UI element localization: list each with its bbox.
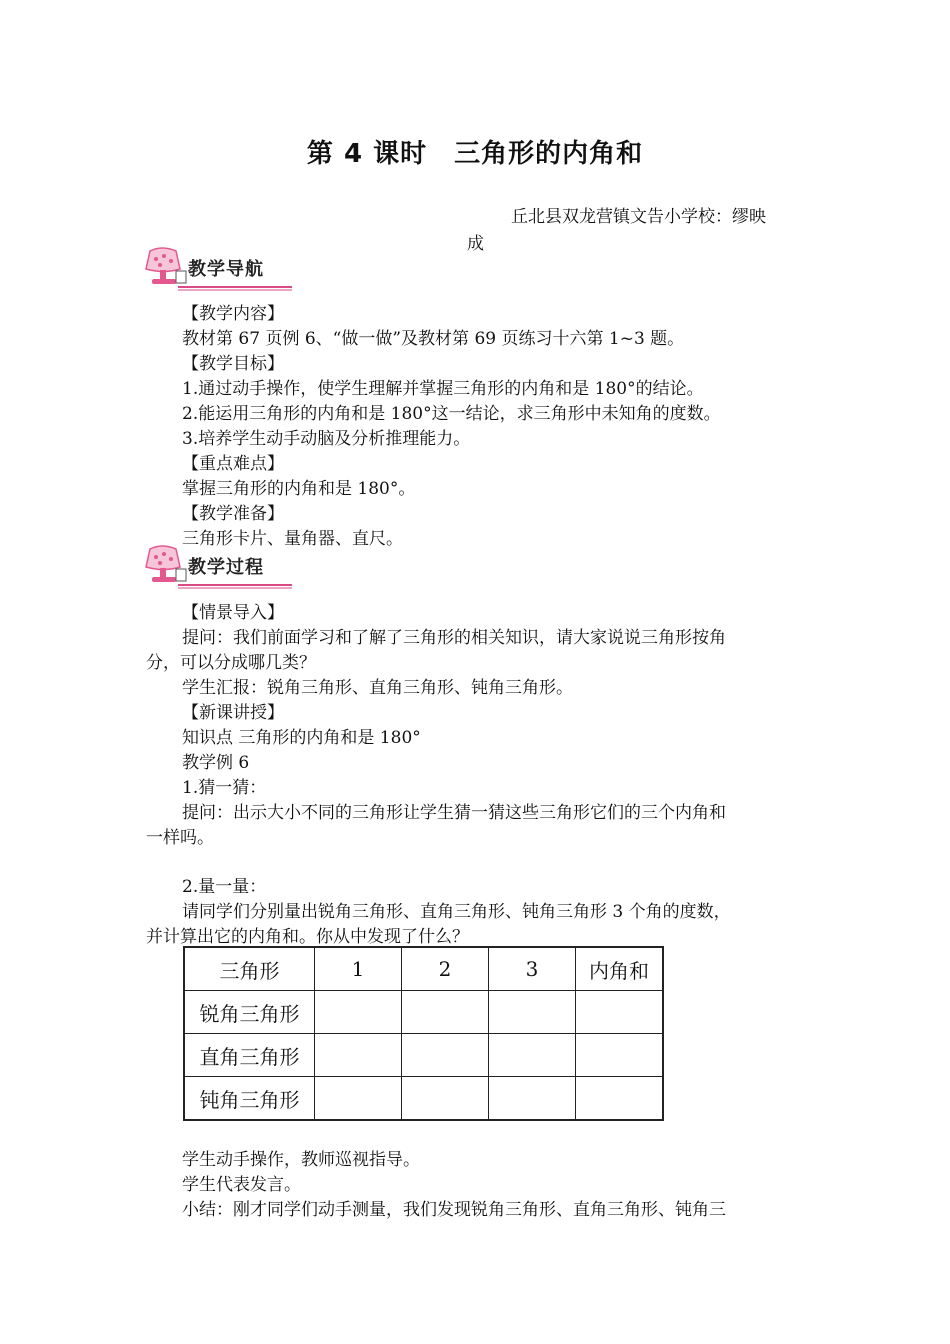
empty-cell[interactable] (315, 1077, 402, 1121)
text-line: 分，可以分成哪几类？ (146, 653, 316, 673)
text-line: 请同学们分别量出锐角三角形、直角三角形、钝角三角形 3 个角的度数， (182, 902, 731, 922)
text-line: 提问：出示大小不同的三角形让学生猜一猜这些三角形它们的三个内角和 (182, 803, 726, 823)
table-row (184, 1034, 663, 1077)
empty-cell[interactable] (576, 1034, 664, 1077)
text-line: 并计算出它的内角和。你从中发现了什么？ (146, 927, 469, 947)
text-line: 掌握三角形的内角和是 180°。 (182, 479, 416, 499)
empty-cell[interactable] (315, 1034, 402, 1077)
empty-cell[interactable] (402, 1034, 489, 1077)
text-line: 知识点 三角形的内角和是 180° (182, 728, 421, 748)
text-line: 教学例 6 (182, 753, 250, 773)
text-line: 3.培养学生动手动脑及分析推理能力。 (182, 429, 471, 449)
row-label: 钝角三角形 (184, 1077, 315, 1121)
empty-cell[interactable] (576, 1077, 664, 1121)
table-header-row (184, 947, 663, 991)
section-banner-nav (142, 247, 292, 291)
empty-cell[interactable] (489, 1077, 576, 1121)
section-banner-process (142, 545, 292, 589)
table-header-cell: 内角和 (576, 947, 664, 991)
table-header-cell: 3 (489, 947, 576, 991)
text-line: 一样吗。 (146, 828, 214, 848)
empty-cell[interactable] (489, 1034, 576, 1077)
text-line: 学生代表发言。 (182, 1175, 301, 1195)
text-line: 2.能运用三角形的内角和是 180°这一结论，求三角形中未知角的度数。 (182, 404, 721, 424)
author-line-1: 丘北县双龙营镇文告小学校：缪映 (511, 207, 766, 227)
empty-cell[interactable] (489, 991, 576, 1034)
empty-cell[interactable] (576, 991, 664, 1034)
text-line: 学生汇报：锐角三角形、直角三角形、钝角三角形。 (182, 678, 573, 698)
text-line: 学生动手操作，教师巡视指导。 (182, 1150, 420, 1170)
table-header-cell: 2 (402, 947, 489, 991)
row-label: 直角三角形 (184, 1034, 315, 1077)
section-title-process: 教学过程 (188, 557, 264, 578)
heading-teaching-content: 【教学内容】 (182, 304, 284, 324)
text-line: 教材第 67 页例 6、“做一做”及教材第 69 页练习十六第 1~3 题。 (182, 329, 685, 349)
heading-key-points: 【重点难点】 (182, 454, 284, 474)
author-line-2: 成 (467, 234, 484, 254)
heading-preparation: 【教学准备】 (182, 504, 284, 524)
text-line: 2.量一量： (182, 877, 267, 897)
empty-cell[interactable] (402, 991, 489, 1034)
heading-teaching-goals: 【教学目标】 (182, 354, 284, 374)
text-line: 1.通过动手操作，使学生理解并掌握三角形的内角和是 180°的结论。 (182, 379, 704, 399)
row-label: 锐角三角形 (184, 991, 315, 1034)
heading-scenario: 【情景导入】 (182, 603, 284, 623)
text-line: 1.猜一猜： (182, 778, 267, 798)
text-line: 小结：刚才同学们动手测量，我们发现锐角三角形、直角三角形、钝角三 (182, 1200, 726, 1220)
table-row (184, 1077, 663, 1121)
page-title: 第 4 课时 三角形的内角和 (306, 139, 644, 169)
heading-new-lesson: 【新课讲授】 (182, 703, 284, 723)
table-header-cell: 三角形 (184, 947, 315, 991)
angle-measurement-table (183, 946, 664, 1121)
empty-cell[interactable] (402, 1077, 489, 1121)
empty-cell[interactable] (315, 991, 402, 1034)
text-line: 提问：我们前面学习和了解了三角形的相关知识，请大家说说三角形按角 (182, 628, 726, 648)
section-title-nav: 教学导航 (188, 259, 264, 280)
text-line: 三角形卡片、量角器、直尺。 (182, 529, 403, 549)
table-header-cell: 1 (315, 947, 402, 991)
table-row (184, 991, 663, 1034)
